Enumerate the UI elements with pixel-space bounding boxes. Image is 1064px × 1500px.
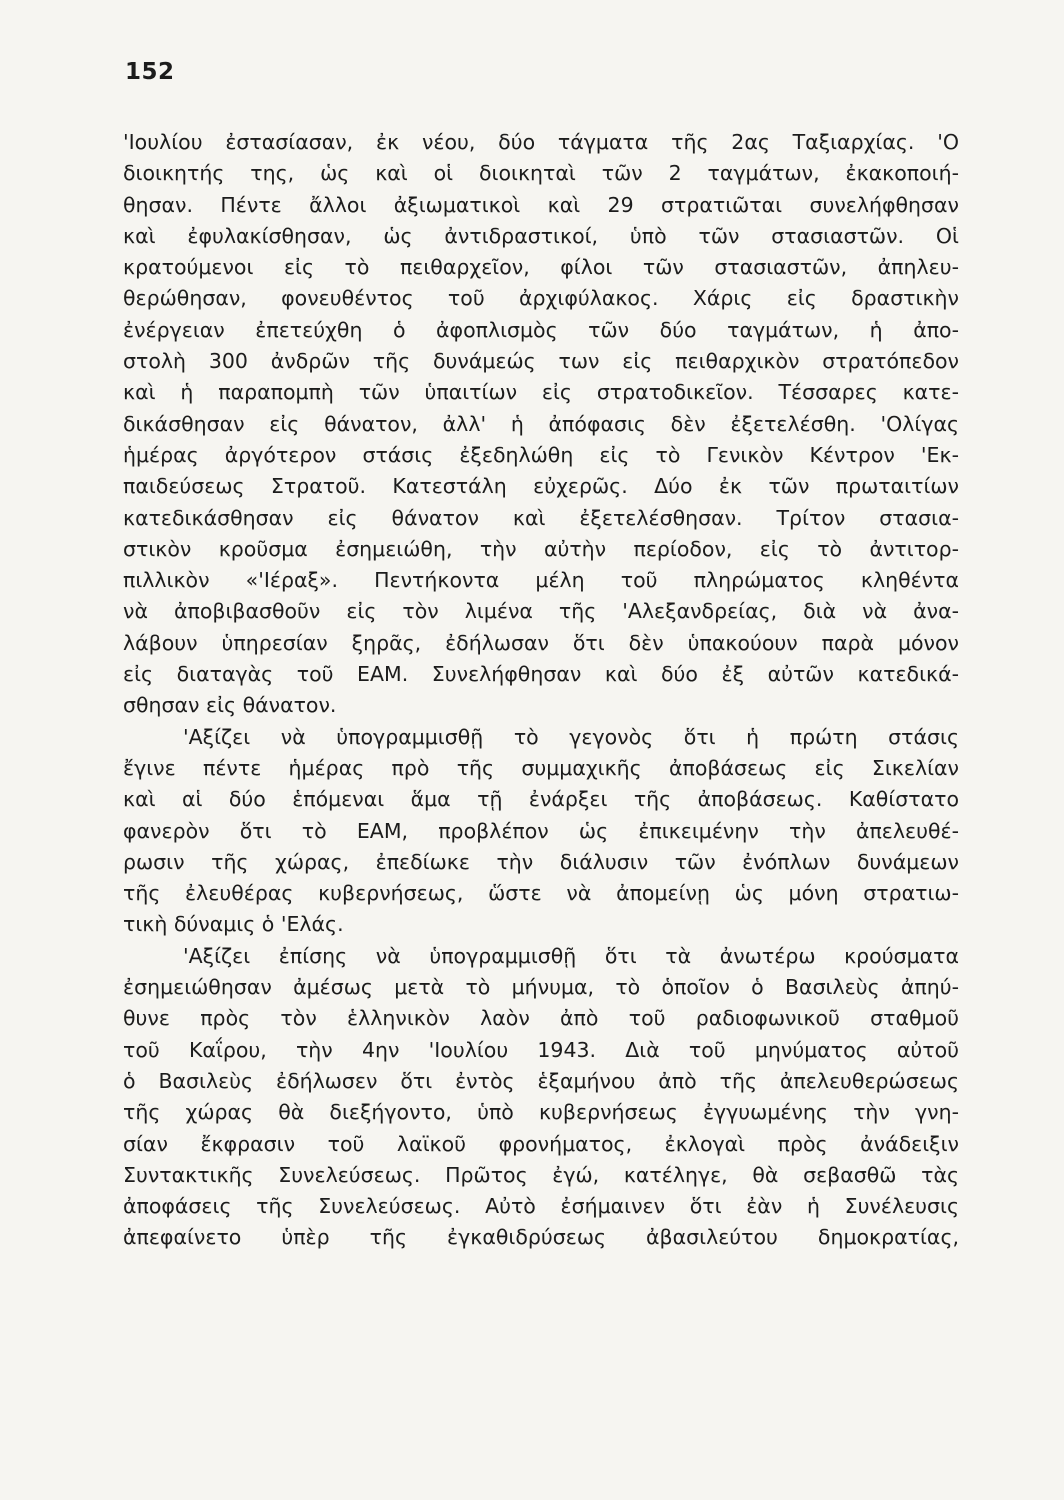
text-line: ὁ Βασιλεὺς ἐδήλωσεν ὅτι ἐντὸς ἑξαμήνου ἀπὸ τῆς ἀπελευθερώσεως bbox=[123, 1068, 959, 1093]
paragraph-2 bbox=[123, 722, 959, 941]
text-line: πιλλικὸν «'Ιέραξ». Πεντήκοντα μέλη τοῦ πληρώματος κληθέντα bbox=[123, 568, 959, 593]
text-line: καὶ αἱ δύο ἑπόμεναι ἅμα τῇ ἐνάρξει τῆς ἀποβάσεως. Καθίστατο bbox=[123, 787, 959, 812]
text-line: τῆς ἐλευθέρας κυβερνήσεως, ὥστε νὰ ἀπομείνῃ ὡς μόνη στρατιω- bbox=[123, 881, 959, 906]
text-line: δικάσθησαν εἰς θάνατον, ἀλλ' ἡ ἀπόφασις δὲν ἐξετελέσθη. 'Ολίγας bbox=[123, 411, 959, 436]
text-line: 'Αξίζει νὰ ὑπογραμμισθῇ τὸ γεγονὸς ὅτι ἡ πρώτη στάσις bbox=[183, 724, 959, 749]
text-line: ἀπεφαίνετο ὑπὲρ τῆς ἐγκαθιδρύσεως ἀβασιλεύτου δημοκρατίας, bbox=[123, 1225, 959, 1250]
text-line: νὰ ἀποβιβασθοῦν εἰς τὸν λιμένα τῆς 'Αλεξανδρείας, διὰ νὰ ἀνα- bbox=[123, 599, 959, 624]
text-line: καὶ ἐφυλακίσθησαν, ὡς ἀντιδραστικοί, ὑπὸ τῶν στασιαστῶν. Οἱ bbox=[123, 223, 959, 248]
text-line: ἐσημειώθησαν ἀμέσως μετὰ τὸ μήνυμα, τὸ ὁποῖον ὁ Βασιλεὺς ἀπηύ- bbox=[123, 975, 959, 1000]
text-line: 'Ιουλίου ἐστασίασαν, ἐκ νέου, δύο τάγματα τῆς 2ας Ταξιαρχίας. 'Ο bbox=[123, 130, 959, 154]
text-line: ἔγινε πέντε ἡμέρας πρὸ τῆς συμμαχικῆς ἀποβάσεως εἰς Σικελίαν bbox=[123, 755, 959, 780]
text-line: στολὴ 300 ἀνδρῶν τῆς δυνάμεώς των εἰς πειθαρχικὸν στρατόπεδον bbox=[123, 349, 959, 374]
text-line: τῆς χώρας θὰ διεξήγοντο, ὑπὸ κυβερνήσεως ἐγγυωμένης τὴν γνη- bbox=[123, 1100, 959, 1125]
text-line: κρατούμενοι εἰς τὸ πειθαρχεῖον, φίλοι τῶν στασιαστῶν, ἀπηλευ- bbox=[123, 255, 959, 280]
text-line: διοικητής της, ὡς καὶ οἱ διοικηταὶ τῶν 2 ταγμάτων, ἐκακοποιή- bbox=[123, 161, 959, 186]
text-line: 'Αξίζει ἐπίσης νὰ ὑπογραμμισθῇ ὅτι τὰ ἀνωτέρω κρούσματα bbox=[183, 943, 959, 968]
text-line: σθησαν εἰς θάνατον. bbox=[123, 693, 337, 718]
body-text bbox=[123, 127, 959, 1254]
text-line: σίαν ἔκφρασιν τοῦ λαϊκοῦ φρονήματος, ἐκλογαὶ πρὸς ἀνάδειξιν bbox=[123, 1131, 959, 1156]
page-number: 152 bbox=[125, 59, 175, 85]
text-line: ἀποφάσεις τῆς Συνελεύσεως. Αὐτὸ ἐσήμαινεν ὅτι ἐὰν ἡ Συνέλευσις bbox=[123, 1194, 959, 1219]
text-line: στικὸν κροῦσμα ἐσημειώθη, τὴν αὐτὴν περίοδον, εἰς τὸ ἀντιτορ- bbox=[123, 536, 959, 561]
text-line: θησαν. Πέντε ἄλλοι ἀξιωματικοὶ καὶ 29 στρατιῶται συνελήφθησαν bbox=[123, 192, 959, 217]
text-line: κατεδικάσθησαν εἰς θάνατον καὶ ἐξετελέσθησαν. Τρίτον στασια- bbox=[123, 505, 959, 530]
text-line: φανερὸν ὅτι τὸ ΕΑΜ, προβλέπον ὡς ἐπικειμένην τὴν ἀπελευθέ- bbox=[123, 818, 959, 843]
text-line: τοῦ Καΐρου, τὴν 4ην 'Ιουλίου 1943. Διὰ τοῦ μηνύματος αὐτοῦ bbox=[123, 1037, 959, 1062]
text-line: εἰς διαταγὰς τοῦ ΕΑΜ. Συνελήφθησαν καὶ δύο ἐξ αὐτῶν κατεδικά- bbox=[123, 662, 959, 687]
text-line: Συντακτικῆς Συνελεύσεως. Πρῶτος ἐγώ, κατέληγε, θὰ σεβασθῶ τὰς bbox=[123, 1162, 959, 1187]
text-line: ἡμέρας ἀργότερον στάσις ἐξεδηλώθη εἰς τὸ Γενικὸν Κέντρον 'Εκ- bbox=[123, 442, 959, 467]
text-line: ἐνέργειαν ἐπετεύχθη ὁ ἀφοπλισμὸς τῶν δύο ταγμάτων, ἡ ἀπο- bbox=[123, 317, 959, 342]
text-line: θερώθησαν, φονευθέντος τοῦ ἀρχιφύλακος. Χάρις εἰς δραστικὴν bbox=[123, 286, 959, 311]
text-line: τικὴ δύναμις ὁ 'Ελάς. bbox=[123, 912, 344, 937]
text-line: ρωσιν τῆς χώρας, ἐπεδίωκε τὴν διάλυσιν τῶν ἐνόπλων δυνάμεων bbox=[123, 849, 959, 874]
text-line: παιδεύσεως Στρατοῦ. Κατεστάλη εὐχερῶς. Δύο ἐκ τῶν πρωταιτίων bbox=[123, 474, 959, 499]
text-line: θυνε πρὸς τὸν ἑλληνικὸν λαὸν ἀπὸ τοῦ ραδιοφωνικοῦ σταθμοῦ bbox=[123, 1006, 959, 1031]
text-line: λάβουν ὑπηρεσίαν ξηρᾶς, ἐδήλωσαν ὅτι δὲν ὑπακούουν παρὰ μόνον bbox=[123, 630, 959, 655]
text-line: καὶ ἡ παραπομπὴ τῶν ὑπαιτίων εἰς στρατοδικεῖον. Τέσσαρες κατε- bbox=[123, 380, 959, 405]
paragraph-1 bbox=[123, 127, 959, 722]
paragraph-3 bbox=[123, 941, 959, 1254]
